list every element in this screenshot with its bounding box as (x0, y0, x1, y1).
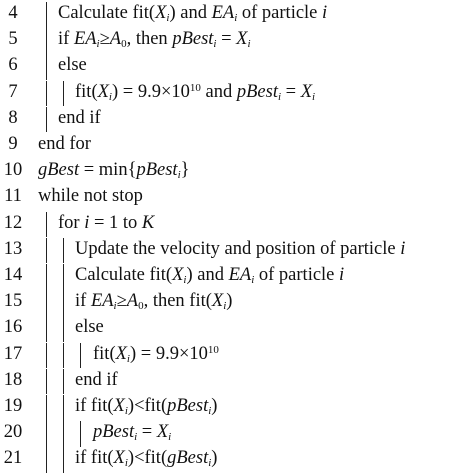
line-number: 13 (3, 238, 23, 259)
line-code: end if (58, 107, 101, 128)
block-bar (63, 264, 64, 290)
block-bar (46, 54, 47, 80)
algorithm-line-12 (0, 210, 474, 236)
block-bar (63, 343, 64, 369)
line-number: 20 (3, 422, 23, 443)
block-bar (63, 421, 64, 447)
block-bar (46, 290, 47, 316)
block-bar (63, 395, 64, 421)
line-code: if $EA_i\ge A_0$, then $fit(X_i)$ (75, 291, 233, 313)
block-bar (63, 447, 64, 473)
algorithm-line-20 (0, 419, 474, 445)
line-code: while not stop (38, 186, 143, 207)
line-code: if $fit(X_i)<fit(pBest_i)$ (75, 396, 218, 417)
algorithm-line-8 (0, 105, 474, 131)
block-bar (80, 343, 81, 369)
line-number: 19 (3, 396, 23, 416)
line-code: $fit(X_i) = 9.9\times 10^{10}$ (93, 343, 219, 365)
block-bar (63, 81, 64, 107)
algorithm-line-9 (0, 131, 474, 157)
block-bar (46, 2, 47, 28)
block-bar (46, 81, 47, 107)
block-bar (80, 421, 81, 447)
line-number: 8 (8, 107, 18, 128)
line-code: end if (75, 369, 118, 390)
block-bar (46, 212, 47, 238)
block-bar (63, 238, 64, 264)
block-bar (63, 290, 64, 316)
line-number: 17 (3, 343, 23, 364)
block-bar (46, 447, 47, 473)
block-bar (46, 28, 47, 54)
block-bar (63, 369, 64, 395)
line-number: 14 (3, 265, 23, 285)
algorithm-line-6 (0, 52, 474, 78)
block-bar (46, 395, 47, 421)
block-bar (46, 343, 47, 369)
block-bar (46, 421, 47, 447)
line-code: end for (38, 134, 91, 154)
line-number: 21 (3, 448, 23, 469)
line-code: Calculate $fit(X_i)$ and $EA_i$ of particle i (75, 265, 345, 286)
line-number: 11 (4, 186, 22, 207)
block-bar (46, 238, 47, 264)
line-number: 12 (3, 212, 23, 233)
line-code: for i = 1 to K (58, 212, 155, 233)
algorithm-line-16 (0, 314, 474, 340)
block-bar (46, 107, 47, 133)
block-bar (46, 369, 47, 395)
line-code: if $fit(X_i)<fit(gBest_i)$ (75, 448, 218, 470)
line-code: Update the velocity and position of particle i (75, 238, 406, 259)
block-bar (46, 316, 47, 342)
line-code: Calculate $fit(X_i)$ and $EA_i$ of particle i (58, 3, 328, 24)
algorithm-line-5 (0, 26, 474, 52)
line-number: 7 (8, 81, 18, 102)
line-code: $fit(X_i) = 9.9\times 10^{10}$ and pBest$_i$ = $X_i$ (75, 81, 316, 103)
line-code: pBest$_i$ = $X_i$ (93, 422, 172, 444)
line-code: else (58, 55, 87, 76)
algorithm-line-4 (0, 0, 474, 26)
line-code: else (75, 317, 104, 338)
algorithm-line-21 (0, 445, 474, 471)
line-number: 6 (8, 55, 18, 76)
line-number: 18 (3, 369, 23, 390)
algorithm-line-18 (0, 367, 474, 393)
algorithm-line-10 (0, 157, 474, 183)
line-number: 4 (8, 3, 18, 23)
algorithm-line-17 (0, 341, 474, 367)
line-number: 15 (3, 291, 23, 312)
algorithm-line-7 (0, 79, 474, 105)
line-number: 16 (3, 317, 23, 338)
algorithm-line-13 (0, 236, 474, 262)
line-code: gBest = min{pBest$_i$} (38, 160, 190, 182)
line-number: 10 (3, 160, 23, 181)
block-bar (46, 264, 47, 290)
algorithm-line-15 (0, 288, 474, 314)
algorithm-line-19 (0, 393, 474, 419)
block-bar (63, 316, 64, 342)
line-number: 5 (8, 29, 18, 50)
algorithm-line-11 (0, 183, 474, 209)
line-code: if $EA_i\ge A_0$, then pBest$_i$ = $X_i$ (58, 29, 251, 51)
line-number: 9 (8, 134, 18, 154)
algorithm-line-14 (0, 262, 474, 288)
